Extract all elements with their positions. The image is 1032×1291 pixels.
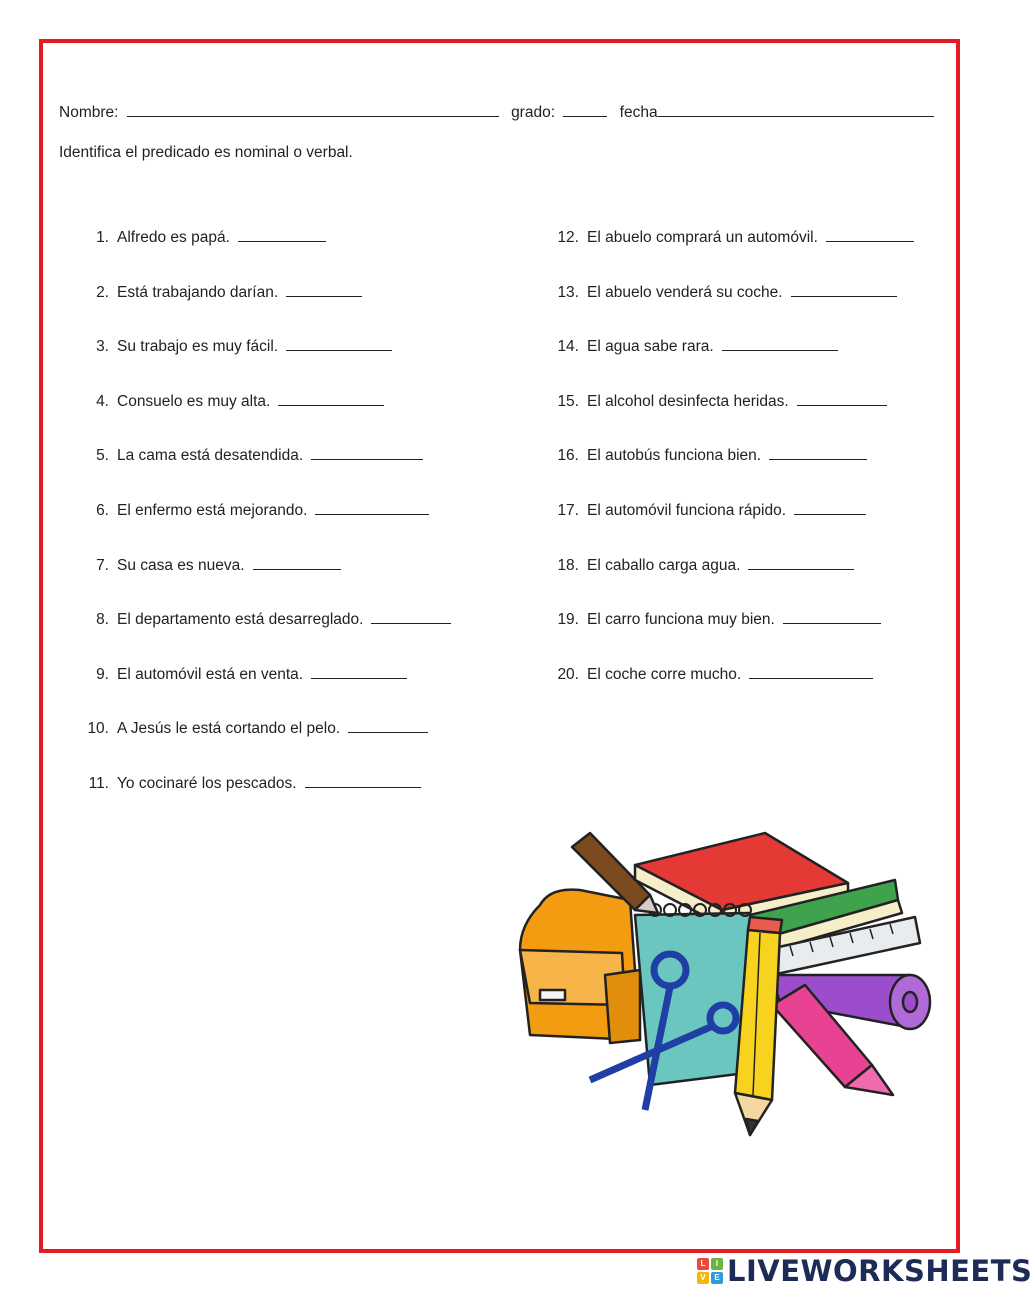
item-number: 17. bbox=[557, 502, 579, 519]
item-sentence: El automóvil está en venta. bbox=[117, 665, 304, 683]
item-number: 8. bbox=[96, 611, 109, 629]
nombre-field[interactable] bbox=[127, 102, 499, 117]
item-number: 5. bbox=[96, 447, 109, 465]
answer-blank[interactable] bbox=[769, 445, 867, 460]
answer-blank[interactable] bbox=[794, 500, 866, 515]
answer-blank[interactable] bbox=[238, 227, 326, 242]
logo-letter-l: L bbox=[697, 1258, 709, 1270]
item-sentence: El automóvil funciona rápido. bbox=[587, 502, 787, 519]
answer-blank[interactable] bbox=[348, 718, 428, 733]
item-sentence: Su trabajo es muy fácil. bbox=[117, 338, 279, 356]
logo-mark bbox=[697, 1258, 723, 1284]
nombre-label: Nombre: bbox=[59, 104, 119, 121]
item-number: 16. bbox=[557, 447, 579, 465]
list-item bbox=[87, 336, 392, 356]
item-number: 11. bbox=[88, 775, 109, 792]
list-item bbox=[557, 282, 897, 302]
item-sentence: El abuelo comprará un automóvil. bbox=[587, 229, 818, 246]
item-sentence: El departamento está desarreglado. bbox=[117, 611, 364, 629]
logo-letter-v: V bbox=[697, 1272, 709, 1284]
item-number: 10. bbox=[87, 720, 109, 738]
answer-blank[interactable] bbox=[311, 664, 407, 679]
item-sentence: Consuelo es muy alta. bbox=[117, 392, 271, 410]
item-number: 4. bbox=[96, 392, 109, 410]
list-item bbox=[557, 227, 914, 247]
list-item bbox=[87, 609, 451, 629]
answer-blank[interactable] bbox=[797, 391, 887, 406]
item-sentence: El caballo carga agua. bbox=[587, 556, 741, 574]
answer-blank[interactable] bbox=[722, 336, 838, 351]
answer-blank[interactable] bbox=[371, 609, 451, 624]
item-number: 3. bbox=[96, 338, 109, 356]
liveworksheets-logo bbox=[697, 1255, 1032, 1287]
list-item bbox=[557, 445, 867, 465]
item-sentence: Yo cocinaré los pescados. bbox=[117, 775, 297, 792]
logo-text: LIVEWORKSHEETS bbox=[727, 1254, 1032, 1288]
answer-blank[interactable] bbox=[286, 282, 362, 297]
fecha-field[interactable] bbox=[658, 102, 934, 117]
item-sentence: El abuelo venderá su coche. bbox=[587, 283, 783, 301]
answer-blank[interactable] bbox=[253, 555, 341, 570]
item-number: 12. bbox=[557, 229, 579, 246]
item-sentence: Está trabajando darían. bbox=[117, 283, 279, 301]
answer-blank[interactable] bbox=[315, 500, 429, 515]
item-sentence: A Jesús le está cortando el pelo. bbox=[117, 720, 341, 738]
item-number: 19. bbox=[557, 611, 579, 629]
item-number: 14. bbox=[557, 338, 579, 356]
header-row bbox=[59, 102, 939, 122]
list-item bbox=[557, 664, 873, 684]
item-sentence: El agua sabe rara. bbox=[587, 338, 714, 356]
list-item bbox=[87, 500, 429, 520]
answer-blank[interactable] bbox=[791, 282, 897, 297]
list-item bbox=[87, 391, 384, 411]
grado-label: grado: bbox=[511, 104, 556, 121]
item-number: 6. bbox=[96, 502, 109, 519]
logo-letter-i: I bbox=[711, 1258, 723, 1270]
item-number: 7. bbox=[96, 556, 109, 574]
item-sentence: El enfermo está mejorando. bbox=[117, 502, 308, 519]
list-item bbox=[557, 500, 866, 520]
list-item bbox=[87, 555, 341, 575]
answer-blank[interactable] bbox=[278, 391, 384, 406]
list-item bbox=[87, 227, 326, 247]
item-sentence: El carro funciona muy bien. bbox=[587, 611, 775, 629]
item-number: 2. bbox=[96, 283, 109, 301]
item-number: 9. bbox=[96, 665, 109, 683]
item-number: 18. bbox=[557, 556, 579, 574]
list-item bbox=[87, 773, 421, 793]
item-sentence: Alfredo es papá. bbox=[117, 229, 230, 246]
answer-blank[interactable] bbox=[783, 609, 881, 624]
item-number: 13. bbox=[557, 283, 579, 301]
list-item bbox=[87, 718, 428, 738]
answer-blank[interactable] bbox=[749, 664, 873, 679]
answer-blank[interactable] bbox=[826, 227, 914, 242]
school-supplies-illustration bbox=[510, 825, 930, 1145]
answer-blank[interactable] bbox=[305, 773, 421, 788]
list-item bbox=[87, 664, 407, 684]
item-sentence: El autobús funciona bien. bbox=[587, 447, 762, 465]
logo-letter-e: E bbox=[711, 1272, 723, 1284]
item-sentence: Su casa es nueva. bbox=[117, 556, 245, 574]
list-item bbox=[87, 445, 423, 465]
grado-field[interactable] bbox=[563, 102, 607, 117]
item-number: 1. bbox=[96, 229, 109, 246]
instructions: Identifica el predicado es nominal o verbal. bbox=[59, 144, 353, 161]
list-item bbox=[87, 282, 362, 302]
item-sentence: El alcohol desinfecta heridas. bbox=[587, 392, 789, 410]
fecha-label: fecha bbox=[619, 104, 658, 121]
item-number: 15. bbox=[557, 392, 579, 410]
backpack-icon bbox=[520, 890, 640, 1043]
list-item bbox=[557, 555, 854, 575]
item-sentence: La cama está desatendida. bbox=[117, 447, 304, 465]
answer-blank[interactable] bbox=[748, 555, 854, 570]
list-item bbox=[557, 336, 838, 356]
list-item bbox=[557, 391, 887, 411]
answer-blank[interactable] bbox=[311, 445, 423, 460]
item-sentence: El coche corre mucho. bbox=[587, 665, 742, 683]
item-number: 20. bbox=[557, 665, 579, 683]
answer-blank[interactable] bbox=[286, 336, 392, 351]
list-item bbox=[557, 609, 881, 629]
